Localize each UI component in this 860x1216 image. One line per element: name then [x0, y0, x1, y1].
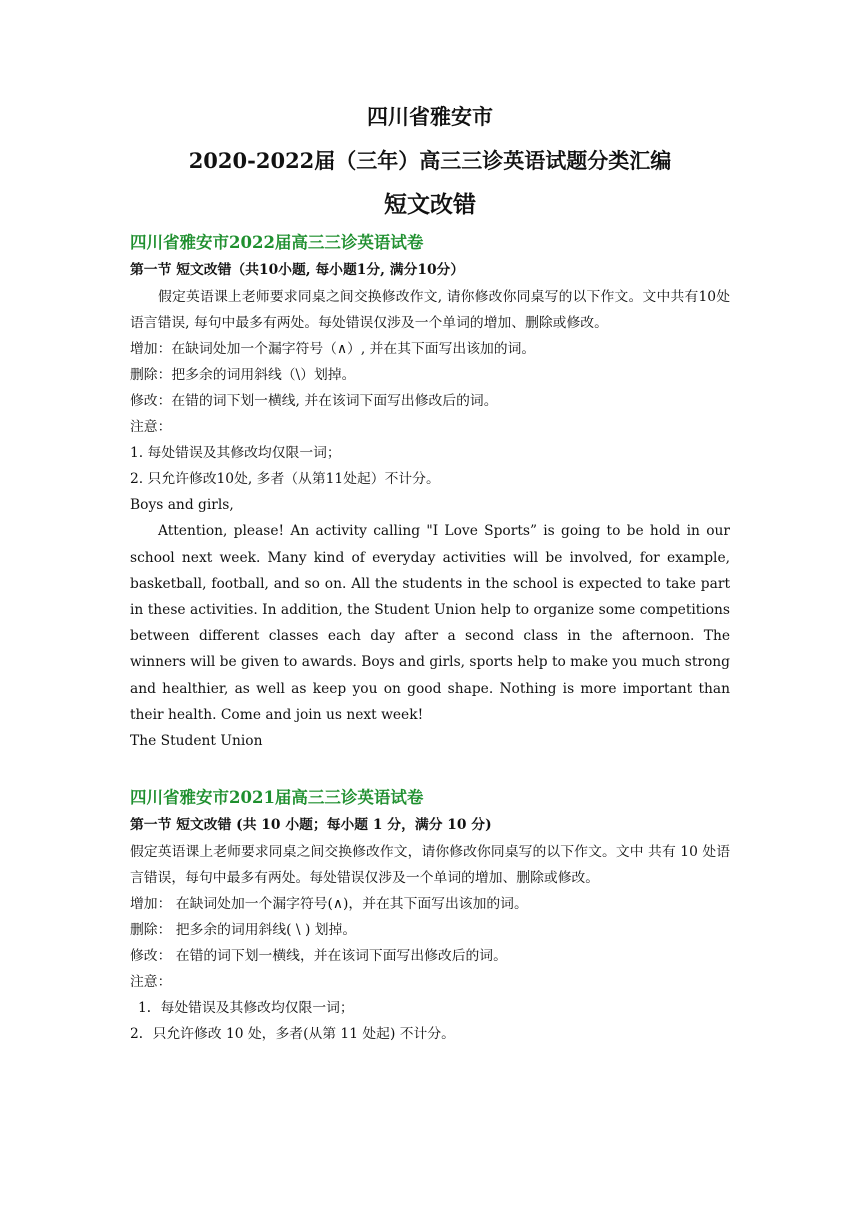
rule-modify-2021: 修改： 在错的词下划一横线，并在该词下面写出修改后的词。: [130, 948, 507, 965]
note-1-2022: 1. 每处错误及其修改均仅限一词；: [130, 445, 341, 462]
section-heading-2021: 四川省雅安市2021届高三三诊英语试卷: [130, 788, 424, 808]
section-subheading-2022: 第一节 短文改错（共10小题, 每小题1分, 满分10分）: [130, 262, 465, 278]
section-heading-2022: 四川省雅安市2022届高三三诊英语试卷: [130, 233, 424, 252]
intro-paragraph-2021: 假定英语课上老师要求同桌之间交换修改作文，请你修改你同桌写的以下作文。文中 共有 10 处语言错误，每句中最多有两处。每处错误仅涉及一个单词的增加、删除或修改。: [130, 844, 730, 887]
note-1-2021: 1．每处错误及其修改均仅限一词；: [138, 1000, 354, 1017]
intro-paragraph-2022: 假定英语课上老师要求同桌之间交换修改作文, 请你修改你同桌写的以下作文。文中共有10处语言错误, 每句中最多有两处。每处错误仅涉及一个单词的增加、删除或修改。: [130, 289, 730, 332]
note-2-2022: 2. 只允许修改10处, 多者（从第11处起）不计分。: [130, 471, 440, 488]
rule-delete-2021: 删除： 把多余的词用斜线( \ ) 划掉。: [130, 922, 357, 939]
letter-body: Attention, please! An activity calling "I Love Sports” is going to be hold in our school next week. Many kind of everyday activities will be involved, for example, basketball, football, and so on. All the students in the school is expected to take part in these activities. In addition, the Student Union help to organize some competitions between different classes each day after a second class in the afternoon. The winners will be given to awards. Boys and girls, sports help to make you much strong and healthier, as well as keep you on good shape. Nothing is more important than their health. Come and join us next week!: [130, 523, 730, 723]
rule-modify-2022: 修改：在错的词下划一横线, 并在该词下面写出修改后的词。: [130, 393, 498, 410]
doc-title-exam: 2020-2022届（三年）高三三诊英语试题分类汇编: [188, 148, 672, 173]
note-2-2021: 2．只允许修改 10 处，多者(从第 11 处起) 不计分。: [130, 1026, 455, 1043]
rule-add-2021: 增加： 在缺词处加一个漏字符号(∧)，并在其下面写出该加的词。: [130, 896, 528, 913]
rule-delete-2022: 删除：把多余的词用斜线（\）划掉。: [130, 367, 356, 384]
doc-title-region: 四川省雅安市: [367, 104, 493, 129]
note-label-2021: 注意：: [130, 974, 172, 991]
document-page: [130, 100, 730, 1047]
section-spacer: [130, 754, 730, 780]
letter-signature: The Student Union: [130, 733, 263, 750]
rule-add-2022: 增加：在缺词处加一个漏字符号（∧）, 并在其下面写出该加的词。: [130, 341, 536, 358]
note-label-2022: 注意：: [130, 419, 172, 436]
doc-title-topic: 短文改错: [384, 191, 476, 218]
section-subheading-2021: 第一节 短文改错 (共 10 小题；每小题 1 分，满分 10 分): [130, 817, 492, 834]
letter-greeting: Boys and girls,: [130, 497, 234, 514]
